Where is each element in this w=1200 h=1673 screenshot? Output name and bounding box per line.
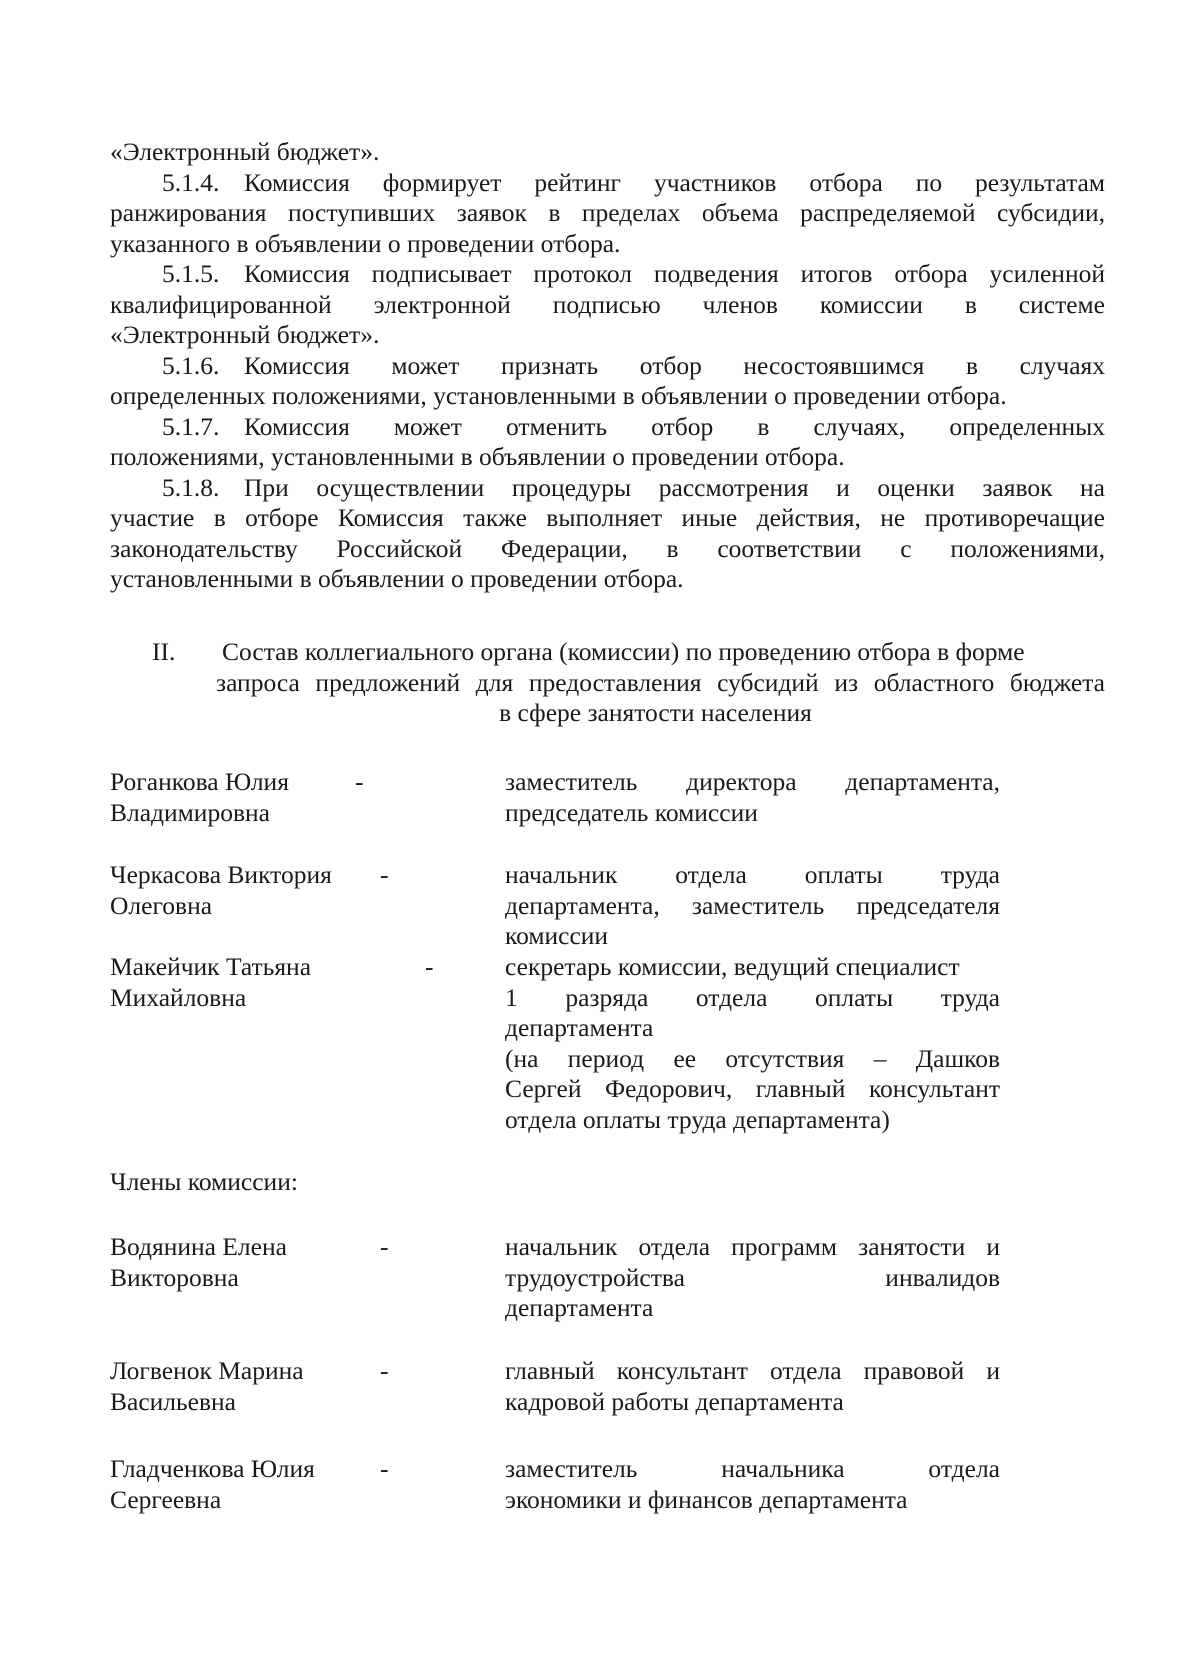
clause-number: 5.1.8. [162, 472, 220, 502]
section-heading [110, 637, 1105, 729]
member-name: Водянина Елена Викторовна [110, 1232, 287, 1292]
member-role: главный консультант отдела правовой и кадровой работы департамента [505, 1356, 1000, 1416]
member-dash: - [380, 1232, 389, 1261]
clause-number: 5.1.5. [162, 259, 220, 288]
paragraph-5-1-5-line: 5.1.5. Комиссия подписывает протокол подведения итогов отбора усиленной [162, 259, 1105, 288]
clause-number: 5.1.7. [162, 411, 220, 441]
paragraph-5-1-6-line: определенных положениями, установленными в объявлении о проведении отбора. [110, 381, 1007, 410]
section-number: II. [152, 637, 176, 666]
member-dash: - [380, 1454, 389, 1483]
members-heading: Члены комиссии: [110, 1167, 298, 1196]
member-role: начальник отдела программ занятости и трудоустройства инвалидов департамента [505, 1232, 1000, 1322]
member-role: секретарь комиссии, ведущий специалист 1 разряда отдела оплаты труда департамента (на период ее отсутствия – Дашков Сергей Федорович, главный консультант отдела оплаты труда департамента) [505, 952, 1000, 1134]
section-title-line: в сфере занятости населения [499, 698, 812, 727]
section-title-line: запроса предложений для предоставления субсидий из областного бюджета [216, 667, 1105, 697]
member-name: Макейчик Татьяна Михайловна [110, 952, 312, 1012]
member-role: начальник отдела оплаты труда департамента, заместитель председателя комиссии [505, 860, 1000, 950]
section-title-line: II. Состав коллегиального органа (комиссии) по проведению отбора в форме [152, 637, 1025, 666]
body-paragraphs [110, 137, 1105, 595]
member-dash: - [355, 767, 364, 796]
member-dash: - [380, 860, 389, 889]
paragraph-5-1-4-line: указанного в объявлении о проведении отбора. [110, 228, 621, 258]
paragraph-5-1-8-line: установленными в объявлении о проведении отбора. [110, 564, 684, 593]
member-name: Логвенок Марина Васильевна [110, 1356, 304, 1416]
clause-number: 5.1.6. [162, 350, 220, 380]
paragraph-5-1-8-line: законодательству Российской Федерации, в соответствии с положениями, [110, 533, 1105, 563]
clause-number: 5.1.4. [162, 167, 220, 197]
paragraph-5-1-5-line: «Электронный бюджет». [110, 320, 380, 349]
member-name: Гладченкова Юлия Сергеевна [110, 1454, 315, 1514]
paragraph-5-1-6-line: 5.1.6. Комиссия может признать отбор несостоявшимся в случаях [162, 350, 1105, 380]
paragraph-5-1-4-line: 5.1.4. Комиссия формирует рейтинг участников отбора по результатам [162, 167, 1105, 197]
member-dash: - [425, 952, 434, 981]
paragraph-5-1-8-line: 5.1.8. При осуществлении процедуры рассмотрения и оценки заявок на [162, 472, 1105, 502]
paragraph-continuation: «Электронный бюджет». [110, 137, 380, 166]
member-dash: - [380, 1356, 389, 1385]
member-name: Черкасова Виктория Олеговна [110, 860, 332, 920]
paragraph-5-1-4-line: ранжирования поступивших заявок в пределах объема распределяемой субсидии, [110, 198, 1105, 227]
paragraph-5-1-7-line: 5.1.7. Комиссия может отменить отбор в случаях, определенных [162, 411, 1105, 441]
member-name: Роганкова Юлия Владимировна [110, 767, 289, 827]
paragraph-5-1-5-line: квалифицированной электронной подписью членов комиссии в системе [110, 289, 1105, 319]
paragraph-5-1-8-line: участие в отборе Комиссия также выполняет иные действия, не противоречащие [110, 503, 1105, 532]
member-role: заместитель директора департамента, председатель комиссии [505, 767, 1000, 827]
member-role: заместитель начальника отдела экономики и финансов департамента [505, 1454, 1000, 1514]
paragraph-5-1-7-line: положениями, установленными в объявлении о проведении отбора. [110, 442, 845, 471]
